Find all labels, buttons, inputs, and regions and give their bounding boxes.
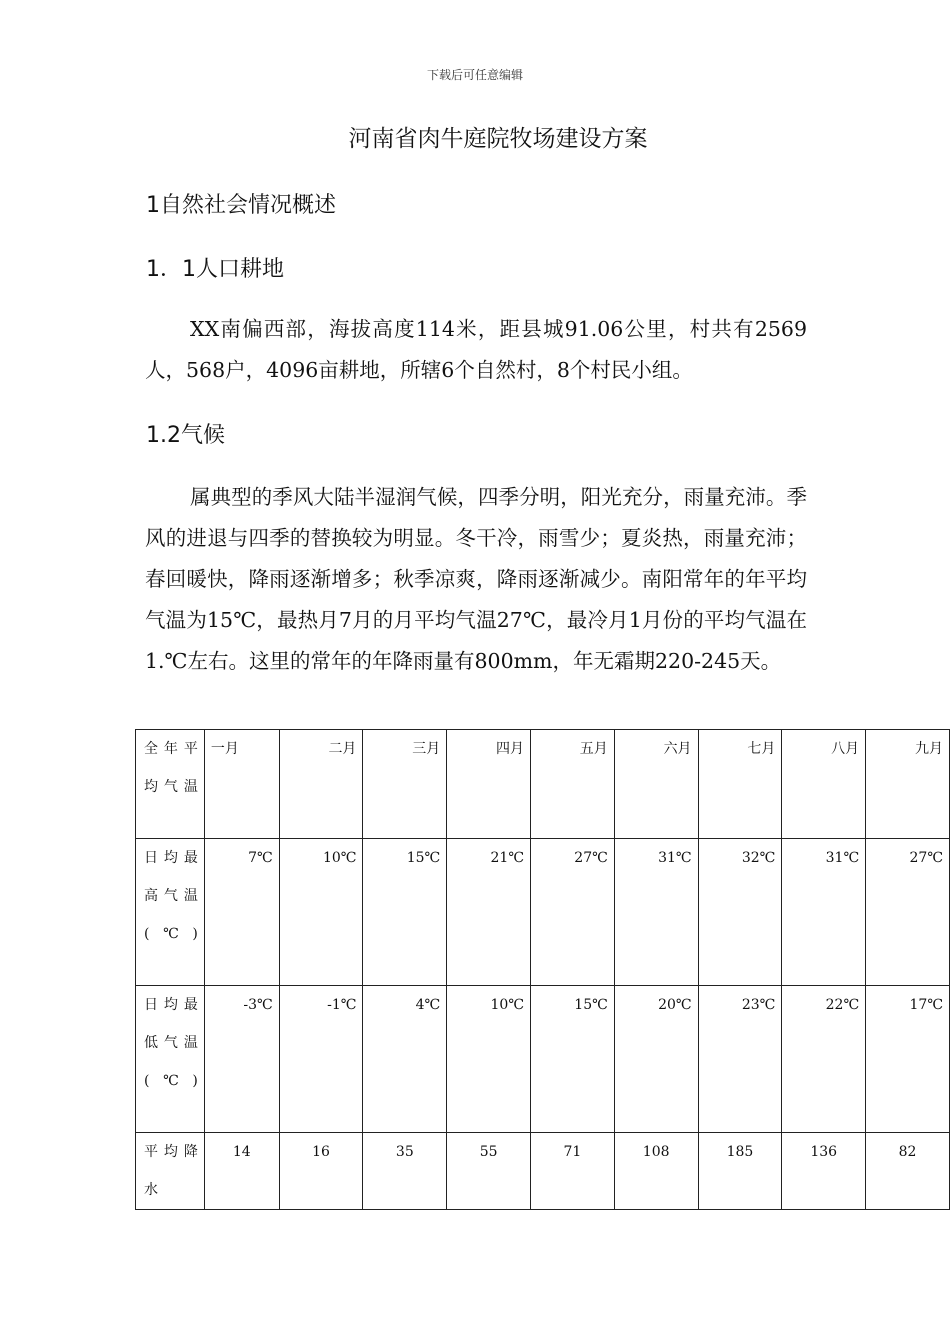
- section-heading-1-2: 1.2气候: [146, 423, 225, 448]
- table-header-month: 六月: [614, 730, 698, 839]
- table-cell: 31℃: [614, 839, 698, 986]
- table-cell: 55: [447, 1133, 531, 1210]
- table-row-min-temp: [136, 986, 950, 1133]
- table-header-month: 一月: [204, 730, 279, 839]
- table-cell: 7℃: [204, 839, 279, 986]
- table-header-row: [136, 730, 950, 839]
- table-cell: 108: [614, 1133, 698, 1210]
- climate-table: [135, 729, 950, 1210]
- table-cell: 35: [363, 1133, 447, 1210]
- table-cell: 16: [279, 1133, 363, 1210]
- table-cell: 32℃: [698, 839, 782, 986]
- table-cell: 21℃: [447, 839, 531, 986]
- table-header-month: 二月: [279, 730, 363, 839]
- table-cell: 27℃: [531, 839, 615, 986]
- table-cell: 10℃: [279, 839, 363, 986]
- table-cell: 27℃: [866, 839, 950, 986]
- table-cell: 31℃: [782, 839, 866, 986]
- section-heading-1: 1自然社会情况概述: [146, 193, 336, 218]
- table-row-max-temp: [136, 839, 950, 986]
- table-cell: -1℃: [279, 986, 363, 1133]
- table-header-month: 五月: [531, 730, 615, 839]
- table-cell: 20℃: [614, 986, 698, 1133]
- table-cell: 15℃: [363, 839, 447, 986]
- table-cell: 23℃: [698, 986, 782, 1133]
- table-header-month: 四月: [447, 730, 531, 839]
- table-cell: 71: [531, 1133, 615, 1210]
- table-header-month: 三月: [363, 730, 447, 839]
- table-cell: 185: [698, 1133, 782, 1210]
- download-note: 下载后可任意编辑: [426, 68, 523, 82]
- table-header-month: 九月: [866, 730, 950, 839]
- section-heading-1-1: 1．1人口耕地: [146, 257, 284, 282]
- table-row-label: 平均降水: [136, 1133, 205, 1210]
- table-cell: 82: [866, 1133, 950, 1210]
- table-cell: -3℃: [204, 986, 279, 1133]
- table-cell: 22℃: [782, 986, 866, 1133]
- table-row-precipitation: [136, 1133, 950, 1210]
- table-corner-cell: 全年平均气温: [136, 730, 205, 839]
- table-cell: 136: [782, 1133, 866, 1210]
- paragraph-population: XX南偏西部，海拔高度114米，距县城91.06公里，村共有2569人，568户，4096亩耕地，所辖6个自然村，8个村民小组。: [145, 317, 807, 382]
- table-cell: 10℃: [447, 986, 531, 1133]
- document-title: 河南省肉牛庭院牧场建设方案: [348, 126, 648, 152]
- table-cell: 4℃: [363, 986, 447, 1133]
- table-header-month: 八月: [782, 730, 866, 839]
- table-header-month: 七月: [698, 730, 782, 839]
- table-row-label: 日均最高气温(℃): [136, 839, 205, 986]
- table-cell: 15℃: [531, 986, 615, 1133]
- table-cell: 17℃: [866, 986, 950, 1133]
- paragraph-climate: 属典型的季风大陆半湿润气候，四季分明，阳光充分，雨量充沛。季风的进退与四季的替换较为明显。冬干冷，雨雪少；夏炎热，雨量充沛；春回暖快，降雨逐渐增多；秋季凉爽，降雨逐渐减少。南阳常年的年平均气温为15℃，最热月7月的月平均气温27℃，最冷月1月份的平均气温在1.℃左右。这里的常年的年降雨量有800mm，年无霜期220-245天。: [145, 485, 807, 673]
- table-cell: 14: [204, 1133, 279, 1210]
- table-row-label: 日均最低气温(℃): [136, 986, 205, 1133]
